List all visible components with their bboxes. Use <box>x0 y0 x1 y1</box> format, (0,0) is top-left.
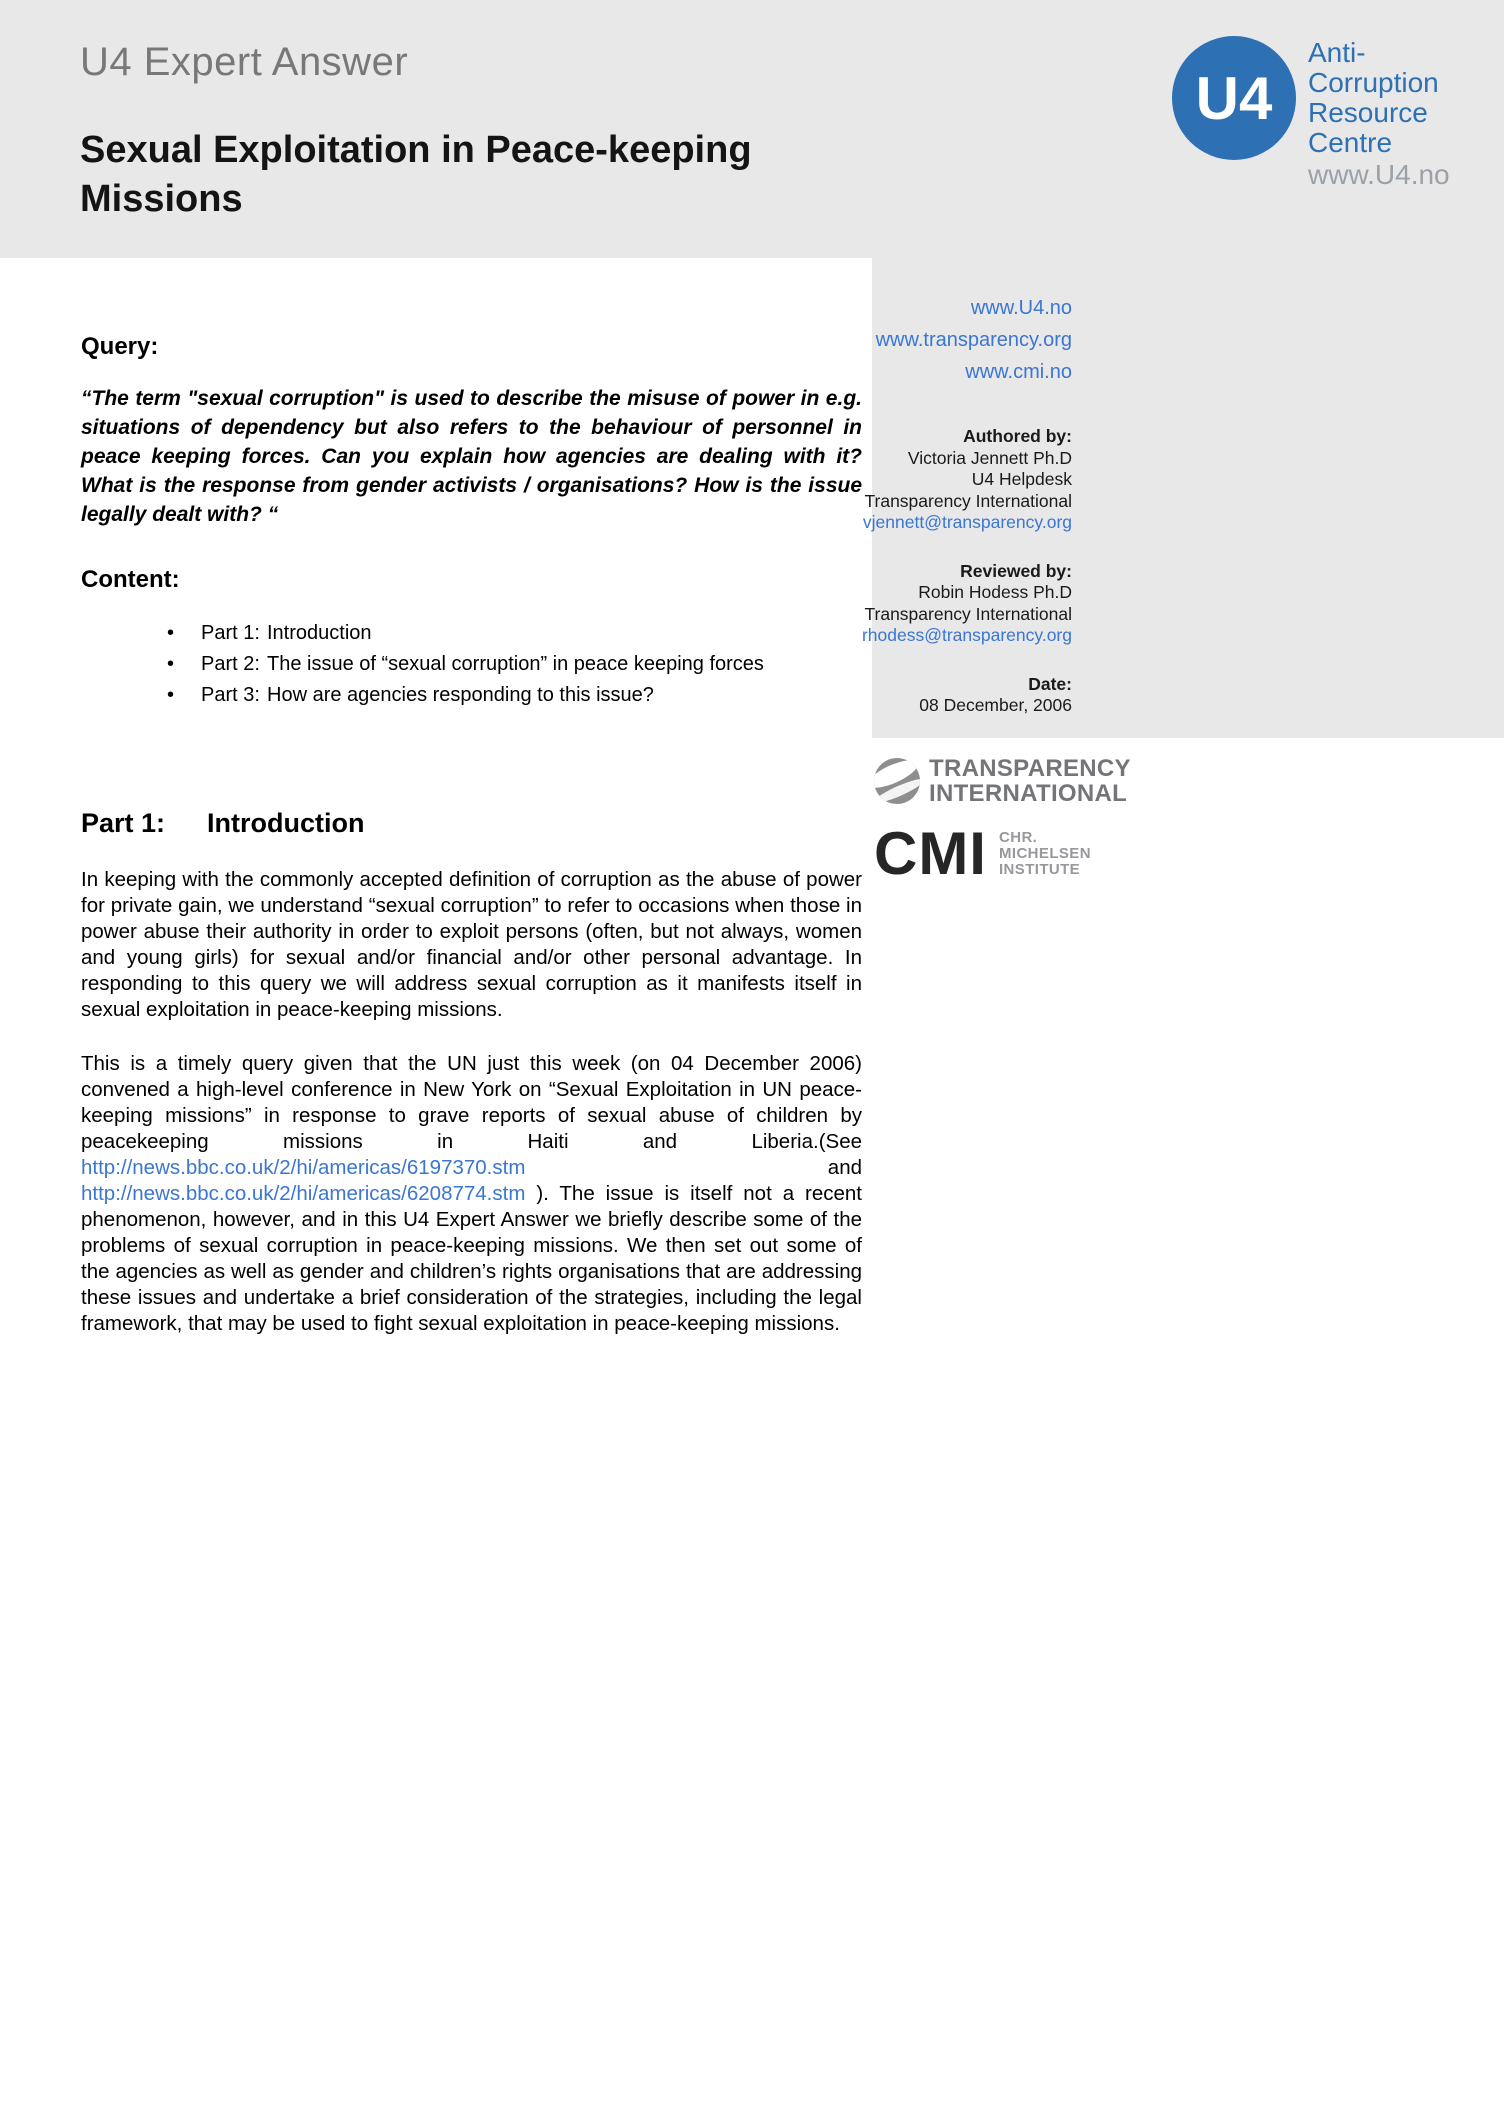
transparency-international-logo <box>874 756 1134 806</box>
part1-heading <box>81 808 862 839</box>
paragraph-text: ). The issue is itself not a recent phenomenon, however, and in this U4 Expert Answer we briefly describe some of the problems of sexual corruption in peace-keeping missions. We then set out some of the agencies as well as gender and children’s rights organisations that are addressing these issues and undertake a brief consideration of the strategies, including the legal framework, that may be used to fight sexual exploitation in peace-keeping missions. <box>81 1182 862 1335</box>
toc-item <box>167 618 862 649</box>
bbc-news-link-1[interactable]: http://news.bbc.co.uk/2/hi/americas/6197370.stm <box>81 1156 526 1179</box>
globe-icon <box>874 758 920 804</box>
table-of-contents <box>167 618 862 711</box>
bullet-icon <box>167 649 201 680</box>
introduction-paragraph-1: In keeping with the commonly accepted definition of corruption as the abuse of power for private gain, we understand “sexual corruption” to refer to occasions when those in power abuse their authority in order to exploit persons (often, but not always, women and young girls) for sexual and/or financial and/or other personal advantage. In responding to this query we will address sexual corruption as it manifests itself in sexual exploitation in peace-keeping missions. <box>81 868 862 1021</box>
bullet-icon <box>167 618 201 649</box>
sidebar-link-cmi[interactable]: www.cmi.no <box>965 361 1072 383</box>
toc-item-label: Part 1: <box>201 622 260 644</box>
u4-logo-text-line: Corruption <box>1308 67 1439 98</box>
cmi-logo-line: INSTITUTE <box>998 861 1081 878</box>
query-paragraph: “The term "sexual corruption" is used to describe the misuse of power in e.g. situations of dependency but also refers to the behaviour of personnel in peace keeping forces. Can you explain how agencies are dealing with it? What is the response from gender activists / organisations? How is the issue legally dealt with? “ <box>81 387 862 526</box>
reviewed-email-link[interactable]: rhodess@transparency.org <box>861 625 1072 645</box>
authored-by-label: Authored by: <box>963 426 1072 446</box>
sidebar-link-u4no[interactable]: www.U4.no <box>970 297 1072 319</box>
authored-by-line: Victoria Jennett Ph.D <box>907 447 1072 468</box>
header-band <box>0 0 1504 258</box>
document-title: Sexual Exploitation in Peace-keeping Missions <box>80 129 752 220</box>
cmi-logo-abbr: CMI <box>874 820 987 887</box>
ti-logo-line: INTERNATIONAL <box>929 780 1128 807</box>
toc-item-label: Part 3: <box>201 684 260 706</box>
toc-item <box>167 680 862 711</box>
u4-logo-text-line: Resource <box>1308 97 1428 128</box>
date-value: 08 December, 2006 <box>919 695 1072 715</box>
cmi-logo <box>874 820 1134 887</box>
paragraph-text: This is a timely query given that the UN just this week (on 04 December 2006) convened a high-level conference in New York on “Sexual Exploitation in UN peace-keeping missions” in response to grave reports of sexual abuse of children by peacekeeping missions in Haiti and Liberia.(See <box>81 1052 862 1153</box>
partner-logos <box>874 755 1134 887</box>
reviewed-by-line: Robin Hodess Ph.D <box>918 582 1072 602</box>
bbc-news-link-2[interactable]: http://news.bbc.co.uk/2/hi/americas/6208774.stm <box>81 1182 526 1205</box>
u4-wordmark: U4 Expert Answer <box>80 40 409 84</box>
part1-heading-label: Part 1: <box>81 808 166 838</box>
main-content <box>81 333 862 1337</box>
u4-logo-text <box>1308 36 1450 190</box>
u4-logo <box>1172 36 1450 190</box>
authored-email-link[interactable]: vjennett@transparency.org <box>862 512 1072 532</box>
toc-item-label: Part 2: <box>201 653 260 675</box>
reviewed-by-line: Transparency International <box>864 603 1072 624</box>
u4-logo-text-line: Anti- <box>1308 37 1366 68</box>
u4-logo-circle-text: U4 <box>1195 64 1273 132</box>
u4-logo-text-line: Centre <box>1308 127 1393 158</box>
authored-by-line: Transparency International <box>864 490 1072 511</box>
cmi-logo-line: MICHELSEN <box>998 845 1091 862</box>
cmi-logo-text <box>999 830 1091 878</box>
transparency-international-logo-text <box>929 756 1131 806</box>
introduction-paragraph-2 <box>81 1051 862 1337</box>
u4-logo-circle-icon <box>1172 36 1296 160</box>
bullet-icon <box>167 680 201 711</box>
toc-item-text: The issue of “sexual corruption” in peace keeping forces <box>267 653 764 675</box>
paragraph-text: and <box>525 1156 862 1179</box>
ti-logo-line: TRANSPARENCY <box>929 755 1131 782</box>
content-heading: Content: <box>81 566 180 593</box>
u4-logo-url: www.U4.no <box>1308 159 1450 190</box>
cmi-logo-line: CHR. <box>998 829 1038 846</box>
toc-item <box>167 649 862 680</box>
authored-by-line: U4 Helpdesk <box>971 469 1072 489</box>
part1-heading-title: Introduction <box>207 808 365 838</box>
reviewed-by-label: Reviewed by: <box>960 560 1072 581</box>
toc-item-text: How are agencies responding to this issue? <box>267 684 654 706</box>
date-label: Date: <box>1028 673 1072 694</box>
toc-item-text: Introduction <box>267 622 372 644</box>
query-heading: Query: <box>81 333 159 360</box>
sidebar-link-transparency[interactable]: www.transparency.org <box>875 329 1072 351</box>
